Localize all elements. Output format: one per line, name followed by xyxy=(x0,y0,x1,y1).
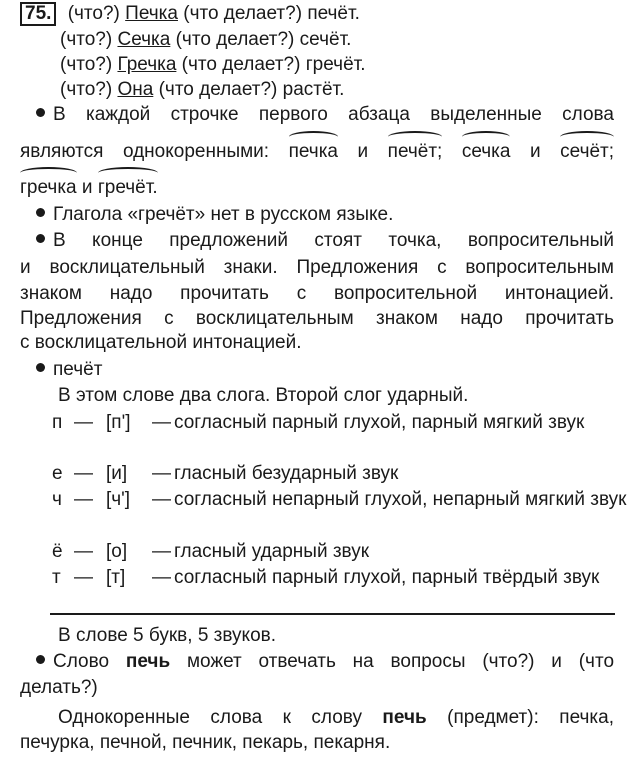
paragraph-3-line-1: В конце предложений стоят точка, вопросительный xyxy=(36,229,614,253)
bullet-icon xyxy=(36,234,45,243)
verb-rastet: растёт. xyxy=(282,79,345,100)
divider xyxy=(50,613,615,615)
root-arc-icon xyxy=(462,131,511,143)
root-arc-icon xyxy=(560,131,614,143)
paragraph-4-line-1: Слово печь может отвечать на вопросы (что?) и (что xyxy=(36,650,614,674)
paragraph-3-line-4: Предложения с восклицательным знаком надо прочитать xyxy=(20,308,614,329)
bullet-icon xyxy=(36,208,45,217)
paragraph-3-line-2: и восклицательный знаки. Предложения с вопросительным xyxy=(20,257,614,278)
phonetic-row: п — [п'] — согласный парный глухой, парный мягкий звук xyxy=(52,412,585,433)
exercise-line-2: (что?) Сечка (что делает?) сечёт. xyxy=(60,29,352,50)
paragraph-2: Глагола «гречёт» нет в русском языке. xyxy=(36,203,393,227)
exercise-line-4: (что?) Она (что делает?) растёт. xyxy=(60,79,345,100)
bullet-icon xyxy=(36,655,45,664)
paragraph-5-line-2: печурка, печной, печник, пекарь, пекарня. xyxy=(20,732,391,753)
analysis-word: печёт xyxy=(36,358,102,382)
paragraph-1-line-1: В каждой строчке первого абзаца выделенные слова xyxy=(36,103,614,127)
phonetic-row: т — [т] — согласный парный глухой, парный твёрдый звук xyxy=(52,567,600,588)
verb-pechet: печёт. xyxy=(307,3,360,24)
verb-sechet: сечёт. xyxy=(299,29,352,50)
paragraph-4-line-2: делать?) xyxy=(20,677,98,698)
root-arc-icon xyxy=(289,131,338,143)
phonetic-row: ч — [ч'] — согласный непарный глухой, непарный мягкий звук xyxy=(52,489,627,510)
paragraph-1-line-3: гречка и гречёт. xyxy=(20,176,158,200)
noun-ona: Она xyxy=(117,79,154,100)
exercise-line-1: 75. (что?) Печка (что делает?) печёт. xyxy=(20,2,360,26)
verb-grechet: гречёт. xyxy=(305,54,366,75)
exercise-line-3: (что?) Гречка (что делает?) гречёт. xyxy=(60,54,366,75)
bullet-icon xyxy=(36,108,45,117)
root-arc-icon xyxy=(388,131,443,143)
noun-grechka: Гречка xyxy=(117,54,177,75)
syllables-note: В этом слове два слога. Второй слог ударный. xyxy=(58,385,469,406)
paragraph-3-line-3: знаком надо прочитать с вопросительной интонацией. xyxy=(20,283,614,304)
bullet-icon xyxy=(36,363,45,372)
paragraph-5-line-1: Однокоренные слова к слову печь (предмет): печка, xyxy=(58,707,615,728)
exercise-number: 75. xyxy=(20,2,56,26)
phonetic-row: ё — [о] — гласный ударный звук xyxy=(52,541,370,562)
paragraph-3-line-5: с восклицательной интонацией. xyxy=(20,332,302,353)
root-arc-icon xyxy=(98,167,158,179)
summary: В слове 5 букв, 5 звуков. xyxy=(58,625,277,646)
root-arc-icon xyxy=(20,167,77,179)
paragraph-1-line-2: являются однокоренными: печка и печёт; сечка и сечёт; xyxy=(20,140,614,164)
noun-sechka: Сечка xyxy=(117,29,171,50)
phonetic-row: е — [и] — гласный безударный звук xyxy=(52,463,399,484)
noun-pechka: Печка xyxy=(125,3,178,24)
